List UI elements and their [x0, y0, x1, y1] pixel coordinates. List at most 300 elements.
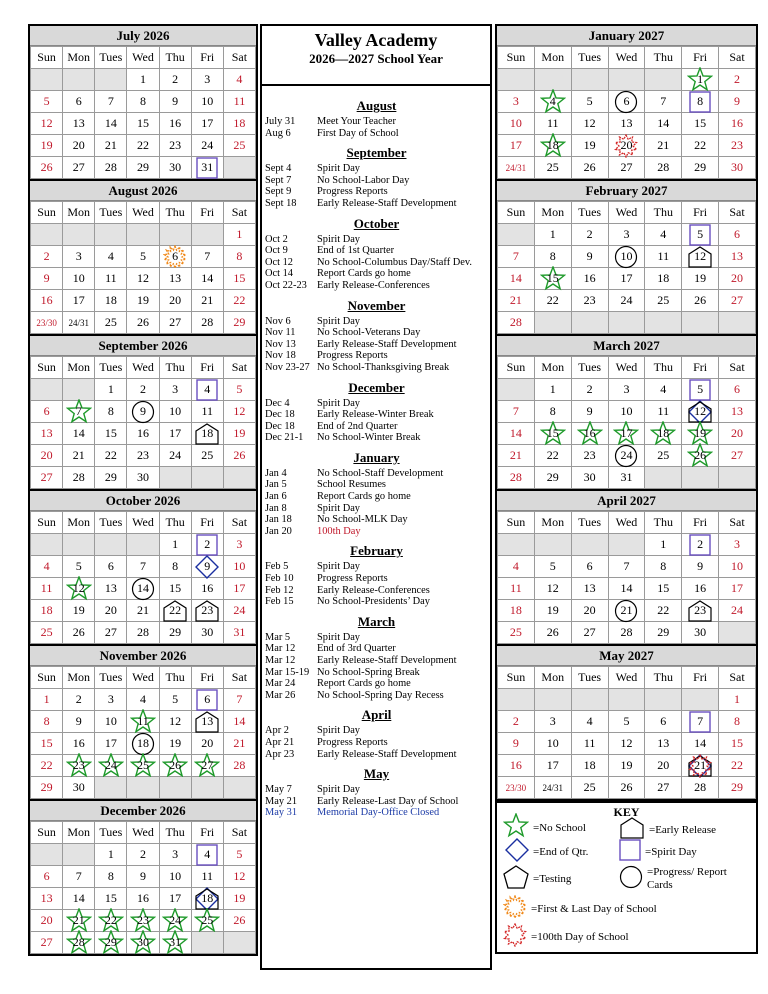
day-number: 18: [657, 426, 670, 440]
day-cell: [498, 268, 535, 290]
day-cell: [63, 689, 95, 711]
day-cell: [95, 467, 127, 489]
day-number: 10: [731, 559, 744, 573]
day-number: 23: [136, 913, 149, 927]
day-number: 24/31: [505, 162, 527, 173]
day-cell: [159, 312, 191, 334]
weekday-header: Sun: [498, 202, 535, 224]
event-date: Mar 12: [265, 643, 296, 655]
event-date: Oct 14: [265, 268, 293, 280]
day-number: 28: [72, 470, 85, 484]
day-number: 12: [233, 404, 246, 418]
day-number: 9: [512, 736, 519, 750]
day-cell: [645, 445, 682, 467]
day-cell: [571, 290, 608, 312]
day-number: 21: [72, 913, 85, 927]
day-cell: [534, 379, 571, 401]
day-cell: [719, 113, 756, 135]
empty-day-cell: [645, 467, 682, 489]
day-number: 8: [107, 404, 114, 418]
day-cell: [191, 888, 223, 910]
weekday-header: Sun: [31, 667, 63, 689]
day-cell: [31, 91, 63, 113]
day-cell: [127, 312, 159, 334]
day-cell: [63, 866, 95, 888]
event-description: No School-Staff Development: [317, 467, 444, 479]
day-number: 30: [583, 470, 596, 484]
day-number: 16: [136, 426, 149, 440]
key-spirit-day-label: =Spirit Day: [645, 845, 697, 858]
day-cell: [63, 423, 95, 445]
weekday-header: Thu: [645, 202, 682, 224]
day-cell: [534, 423, 571, 445]
day-cell: [498, 556, 535, 578]
empty-day-cell: [571, 534, 608, 556]
day-cell: [608, 733, 645, 755]
event-row: [265, 280, 488, 292]
day-number: 10: [169, 404, 182, 418]
day-number: 31: [169, 935, 182, 949]
day-number: 8: [734, 714, 741, 728]
day-cell: [571, 600, 608, 622]
day-cell: [127, 445, 159, 467]
day-cell: [223, 312, 255, 334]
weekday-header: Tues: [571, 667, 608, 689]
day-number: 22: [104, 448, 117, 462]
event-month-heading: October: [353, 215, 400, 231]
day-cell: [159, 600, 191, 622]
key-end-of-quarter-label: =End of Qtr.: [533, 845, 589, 858]
day-cell: [571, 733, 608, 755]
day-number: 25: [40, 625, 53, 639]
day-cell: [31, 600, 63, 622]
day-number: 21: [72, 448, 85, 462]
month-title: November 2026: [30, 646, 256, 666]
day-cell: [498, 711, 535, 733]
day-cell: [63, 312, 95, 334]
weekday-header: Wed: [127, 202, 159, 224]
day-number: 20: [620, 138, 633, 152]
empty-day-cell: [63, 69, 95, 91]
day-number: 29: [731, 780, 744, 794]
day-cell: [534, 135, 571, 157]
day-cell: [534, 600, 571, 622]
day-cell: [31, 113, 63, 135]
day-cell: [682, 556, 719, 578]
day-cell: [191, 689, 223, 711]
day-number: 25: [657, 293, 670, 307]
day-number: 6: [43, 869, 50, 883]
day-cell: [95, 888, 127, 910]
day-number: 29: [233, 315, 246, 329]
day-cell: [191, 711, 223, 733]
empty-day-cell: [608, 689, 645, 711]
day-number: 17: [620, 426, 633, 440]
day-cell: [498, 578, 535, 600]
empty-day-cell: [645, 689, 682, 711]
day-cell: [645, 401, 682, 423]
day-number: 14: [620, 581, 633, 595]
event-month-heading: March: [357, 613, 396, 629]
empty-day-cell: [191, 467, 223, 489]
day-cell: [223, 888, 255, 910]
day-cell: [645, 600, 682, 622]
event-date: Apr 21: [265, 736, 295, 748]
weekday-header: Sun: [498, 667, 535, 689]
weekday-header: Mon: [63, 357, 95, 379]
month-title: February 2027: [497, 181, 756, 201]
day-number: 12: [694, 404, 707, 418]
event-row: [265, 350, 488, 362]
weekday-header: Wed: [608, 47, 645, 69]
day-number: 12: [233, 869, 246, 883]
day-cell: [159, 932, 191, 954]
day-cell: [159, 755, 191, 777]
day-cell: [645, 379, 682, 401]
key-progress-label: =Progress/ Report Cards: [647, 866, 727, 891]
empty-day-cell: [95, 534, 127, 556]
day-cell: [191, 246, 223, 268]
day-cell: [719, 268, 756, 290]
day-number: 2: [734, 72, 741, 86]
event-row: [265, 784, 488, 796]
day-cell: [682, 534, 719, 556]
weekday-header: Wed: [608, 357, 645, 379]
event-month-heading: September: [346, 145, 407, 161]
day-number: 19: [233, 426, 246, 440]
day-number: 7: [236, 692, 243, 706]
day-number: 25: [657, 448, 670, 462]
sunburst-icon: [503, 895, 527, 922]
day-number: 5: [172, 692, 179, 706]
weekday-header: Tues: [571, 202, 608, 224]
empty-day-cell: [682, 312, 719, 334]
day-number: 3: [172, 382, 179, 396]
day-cell: [127, 910, 159, 932]
day-number: 4: [139, 692, 146, 706]
day-number: 25: [104, 315, 117, 329]
empty-day-cell: [31, 534, 63, 556]
day-cell: [534, 445, 571, 467]
day-cell: [127, 157, 159, 179]
day-number: 15: [104, 891, 117, 905]
day-cell: [645, 113, 682, 135]
day-cell: [63, 910, 95, 932]
day-cell: [159, 888, 191, 910]
day-number: 12: [694, 249, 707, 263]
day-number: 12: [136, 271, 149, 285]
day-cell: [191, 113, 223, 135]
day-number: 9: [139, 404, 146, 418]
day-number: 9: [43, 271, 50, 285]
event-row: [265, 175, 488, 187]
event-row: [265, 362, 488, 374]
event-row: [265, 316, 488, 328]
day-cell: [31, 445, 63, 467]
weekday-header: Tues: [95, 822, 127, 844]
day-cell: [719, 556, 756, 578]
day-cell: [719, 224, 756, 246]
day-cell: [608, 600, 645, 622]
empty-day-cell: [159, 777, 191, 799]
legend-key: [495, 801, 758, 954]
event-description: End of 1st Quarter: [317, 245, 395, 257]
empty-day-cell: [95, 224, 127, 246]
event-description: Progress Reports: [317, 573, 388, 585]
day-number: 4: [586, 714, 593, 728]
weekday-header: Fri: [682, 47, 719, 69]
day-number: 22: [694, 138, 707, 152]
day-cell: [95, 600, 127, 622]
day-cell: [191, 290, 223, 312]
weekday-header: Mon: [534, 47, 571, 69]
event-description: End of 2nd Quarter: [317, 420, 398, 432]
weekday-header: Wed: [608, 202, 645, 224]
day-cell: [645, 246, 682, 268]
day-number: 26: [583, 160, 596, 174]
day-number: 15: [40, 736, 53, 750]
day-cell: [682, 113, 719, 135]
day-number: 14: [72, 891, 85, 905]
day-number: 20: [201, 736, 214, 750]
day-number: 18: [136, 736, 149, 750]
empty-day-cell: [31, 844, 63, 866]
weekday-header: Wed: [127, 47, 159, 69]
day-cell: [223, 91, 255, 113]
empty-day-cell: [682, 467, 719, 489]
event-description: Meet Your Teacher: [317, 116, 397, 127]
weekday-header: Mon: [63, 667, 95, 689]
day-cell: [534, 113, 571, 135]
day-cell: [571, 445, 608, 467]
empty-day-cell: [223, 932, 255, 954]
event-date: Mar 26: [265, 689, 296, 701]
day-number: 8: [139, 94, 146, 108]
day-number: 11: [233, 94, 246, 108]
day-cell: [608, 135, 645, 157]
event-date: Feb 12: [265, 584, 294, 596]
day-number: 27: [620, 160, 633, 174]
event-date: Mar 5: [265, 631, 291, 643]
day-cell: [682, 135, 719, 157]
day-number: 16: [694, 581, 707, 595]
day-number: 10: [169, 869, 182, 883]
day-cell: [682, 445, 719, 467]
day-cell: [159, 578, 191, 600]
day-number: 10: [72, 271, 85, 285]
day-cell: [95, 733, 127, 755]
empty-day-cell: [645, 69, 682, 91]
day-number: 22: [546, 293, 559, 307]
key-first-last-label: =First & Last Day of School: [531, 902, 657, 915]
event-row: [265, 643, 488, 655]
event-row: [265, 339, 488, 351]
day-number: 22: [136, 138, 149, 152]
day-cell: [95, 246, 127, 268]
event-date: Apr 2: [265, 725, 289, 737]
event-row: [265, 163, 488, 175]
day-number: 26: [694, 293, 707, 307]
day-number: 1: [549, 382, 556, 396]
day-cell: [95, 379, 127, 401]
day-cell: [63, 622, 95, 644]
day-number: 24: [201, 138, 214, 152]
day-cell: [95, 312, 127, 334]
day-cell: [127, 711, 159, 733]
events-column: [260, 24, 492, 970]
day-number: 19: [694, 426, 707, 440]
day-cell: [645, 135, 682, 157]
day-number: 8: [549, 404, 556, 418]
day-cell: [159, 135, 191, 157]
day-number: 11: [137, 714, 149, 728]
day-number: 16: [136, 891, 149, 905]
day-number: 29: [169, 625, 182, 639]
day-cell: [498, 423, 535, 445]
day-number: 2: [586, 382, 593, 396]
weekday-header: Sun: [31, 47, 63, 69]
day-number: 23: [694, 603, 707, 617]
weekday-header: Tues: [95, 357, 127, 379]
day-cell: [498, 157, 535, 179]
day-number: 6: [734, 382, 741, 396]
day-cell: [223, 379, 255, 401]
day-cell: [223, 113, 255, 135]
day-number: 27: [731, 448, 744, 462]
day-cell: [159, 69, 191, 91]
day-cell: [95, 711, 127, 733]
event-description: Spirit Day: [317, 163, 361, 175]
day-number: 27: [40, 935, 53, 949]
day-number: 3: [734, 537, 741, 551]
day-number: 30: [201, 625, 214, 639]
event-description: Early Release-Staff Development: [317, 338, 457, 350]
day-number: 14: [657, 116, 670, 130]
month-title: October 2026: [30, 491, 256, 511]
empty-day-cell: [63, 379, 95, 401]
day-cell: [127, 600, 159, 622]
day-cell: [719, 600, 756, 622]
key-testing: [503, 865, 571, 892]
weekday-header: Tues: [95, 47, 127, 69]
day-number: 21: [509, 293, 522, 307]
weekday-header: Thu: [159, 512, 191, 534]
day-number: 9: [75, 714, 82, 728]
day-cell: [682, 578, 719, 600]
day-number: 15: [104, 426, 117, 440]
day-number: 19: [620, 758, 633, 772]
key-end-of-quarter: [505, 838, 588, 865]
event-description: Early Release-Staff Development: [317, 197, 457, 209]
key-first-last-day: [503, 895, 657, 922]
day-cell: [127, 91, 159, 113]
day-cell: [95, 932, 127, 954]
day-number: 8: [107, 869, 114, 883]
event-description: Progress Reports: [317, 736, 388, 748]
event-description: Spirit Day: [317, 784, 361, 796]
day-number: 30: [72, 780, 85, 794]
day-cell: [127, 290, 159, 312]
month-calendar: [495, 334, 758, 489]
day-cell: [63, 733, 95, 755]
day-number: 20: [583, 603, 596, 617]
event-row: [265, 491, 488, 503]
month-calendar: [28, 179, 258, 334]
event-date: Sept 9: [265, 186, 292, 198]
day-number: 18: [40, 603, 53, 617]
weekday-header: Sun: [498, 512, 535, 534]
month-calendar: [28, 489, 258, 644]
weekday-header: Sat: [223, 512, 255, 534]
event-row: [265, 678, 488, 690]
pentagon-icon: [503, 865, 529, 892]
day-number: 2: [43, 249, 50, 263]
day-number: 7: [660, 94, 667, 108]
empty-day-cell: [31, 379, 63, 401]
day-number: 18: [201, 426, 214, 440]
day-cell: [223, 689, 255, 711]
day-cell: [31, 711, 63, 733]
event-date: Aug 6: [265, 127, 291, 139]
weekday-header: Sat: [223, 822, 255, 844]
month-title: January 2027: [497, 26, 756, 46]
day-number: 15: [694, 116, 707, 130]
day-cell: [608, 423, 645, 445]
weekday-header: Thu: [159, 47, 191, 69]
event-date: Sept 18: [265, 197, 297, 209]
day-number: 6: [43, 404, 50, 418]
red-sunburst-icon: [503, 923, 527, 950]
event-date: Feb 5: [265, 561, 289, 573]
day-cell: [127, 689, 159, 711]
day-number: 13: [657, 736, 670, 750]
day-cell: [127, 888, 159, 910]
day-number: 30: [136, 935, 149, 949]
weekday-header: Sat: [719, 202, 756, 224]
day-cell: [159, 379, 191, 401]
day-number: 24: [169, 448, 182, 462]
day-number: 27: [104, 625, 117, 639]
weekday-header: Mon: [63, 47, 95, 69]
empty-day-cell: [223, 157, 255, 179]
day-cell: [645, 224, 682, 246]
day-number: 1: [107, 382, 114, 396]
day-number: 17: [731, 581, 744, 595]
event-description: School Resumes: [317, 479, 386, 491]
key-100th-day-label: =100th Day of School: [531, 930, 629, 943]
day-cell: [31, 866, 63, 888]
weekday-header: Sun: [31, 512, 63, 534]
day-cell: [223, 733, 255, 755]
day-cell: [498, 467, 535, 489]
day-number: 26: [136, 315, 149, 329]
event-description: Early Release-Conferences: [317, 279, 430, 291]
event-row: [265, 690, 488, 702]
day-cell: [645, 711, 682, 733]
empty-day-cell: [534, 312, 571, 334]
day-cell: [95, 423, 127, 445]
day-number: 6: [75, 94, 82, 108]
event-row: [265, 526, 488, 538]
day-number: 25: [201, 448, 214, 462]
day-number: 1: [107, 847, 114, 861]
day-number: 12: [546, 581, 559, 595]
day-number: 15: [169, 581, 182, 595]
day-number: 1: [697, 72, 704, 86]
event-date: Oct 12: [265, 256, 293, 268]
day-number: 28: [104, 160, 117, 174]
day-number: 17: [509, 138, 522, 152]
